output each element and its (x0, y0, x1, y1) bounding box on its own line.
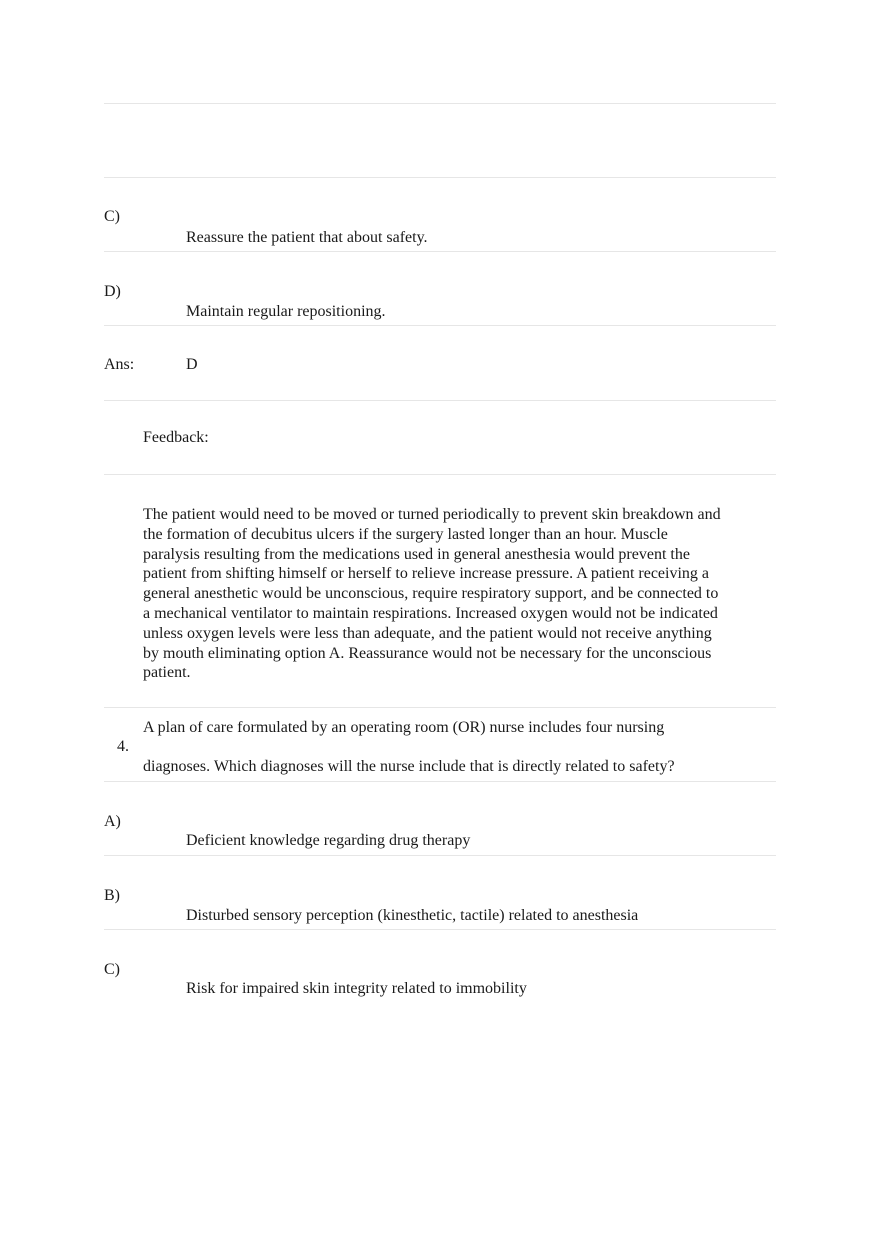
divider (104, 929, 776, 930)
question-number: 4. (117, 738, 129, 755)
divider (104, 474, 776, 475)
divider (104, 325, 776, 326)
question-text-line: diagnoses. Which diagnoses will the nurse include that is directly related to safety? (143, 758, 675, 775)
option-text: Disturbed sensory perception (kinesthetic, tactile) related to anesthesia (186, 907, 639, 924)
divider (104, 177, 776, 178)
answer-value: D (186, 356, 198, 373)
divider (104, 400, 776, 401)
divider (104, 251, 776, 252)
divider (104, 781, 776, 782)
feedback-line: patient from shifting himself or herself to relieve increase pressure. A patient receiving a (143, 565, 710, 583)
answer-label: Ans: (104, 356, 135, 373)
feedback-line: a mechanical ventilator to maintain respirations. Increased oxygen would not be indicated (143, 604, 718, 622)
option-text: Risk for impaired skin integrity related to immobility (186, 980, 527, 997)
feedback-line: general anesthetic would be unconscious, require respiratory support, and be connected to (143, 585, 719, 603)
option-letter: B) (104, 887, 120, 904)
question-text-line: A plan of care formulated by an operating room (OR) nurse includes four nursing (143, 719, 665, 736)
option-letter: C) (104, 961, 120, 978)
divider (104, 855, 776, 856)
feedback-line: the formation of decubitus ulcers if the surgery lasted longer than an hour. Muscle (143, 525, 668, 543)
option-letter: A) (104, 813, 121, 830)
option-text: Deficient knowledge regarding drug therapy (186, 832, 471, 849)
feedback-label: Feedback: (143, 429, 209, 446)
divider (104, 707, 776, 708)
feedback-paragraph (143, 505, 773, 683)
feedback-line: paralysis resulting from the medications used in general anesthesia would prevent the (143, 545, 690, 563)
feedback-line: by mouth eliminating option A. Reassurance would not be necessary for the unconscious (143, 644, 712, 662)
divider (104, 103, 776, 104)
feedback-line: patient. (143, 664, 191, 682)
feedback-line: unless oxygen levels were less than adequate, and the patient would not receive anything (143, 624, 712, 642)
option-letter: C) (104, 208, 120, 225)
option-text: Maintain regular repositioning. (186, 303, 386, 320)
option-letter: D) (104, 283, 121, 300)
option-text: Reassure the patient that about safety. (186, 229, 428, 246)
feedback-line: The patient would need to be moved or turned periodically to prevent skin breakdown and (143, 506, 721, 523)
